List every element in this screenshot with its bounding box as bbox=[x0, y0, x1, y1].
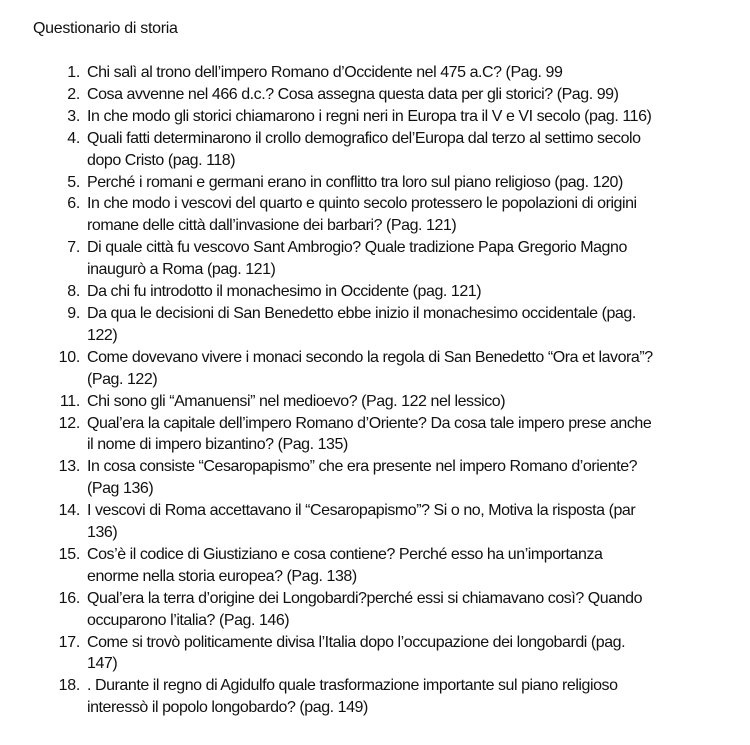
question-text-line: 122) bbox=[87, 326, 118, 344]
question-item bbox=[0, 632, 750, 676]
question-text-line: In che modo i vescovi del quarto e quinto secolo protessero le popolazioni di origini bbox=[87, 195, 637, 213]
question-item bbox=[0, 391, 750, 413]
question-text-line: (Pag 136) bbox=[87, 480, 154, 498]
question-item bbox=[0, 303, 750, 347]
question-item bbox=[0, 544, 750, 588]
question-text-line: (Pag. 122) bbox=[87, 370, 158, 388]
question-number: 8. bbox=[67, 283, 80, 301]
question-item bbox=[0, 675, 750, 719]
question-item bbox=[0, 588, 750, 632]
question-text-line: Qual’era la capitale dell’impero Romano d’Oriente? Da cosa tale impero prese anche bbox=[87, 414, 652, 432]
question-item bbox=[0, 456, 750, 500]
question-number: 2. bbox=[67, 85, 80, 103]
question-item bbox=[0, 281, 750, 303]
question-number: 1. bbox=[67, 64, 80, 81]
question-item bbox=[0, 193, 750, 237]
question-number: 7. bbox=[67, 239, 80, 257]
question-item bbox=[0, 347, 750, 391]
question-text-line: In che modo gli storici chiamarono i regni neri in Europa tra il V e VI secolo (pag. 116) bbox=[87, 107, 652, 125]
question-text-line: Come si trovò politicamente divisa l’Italia dopo l’occupazione dei longobardi (pag. bbox=[87, 633, 626, 651]
question-number: 6. bbox=[67, 195, 80, 213]
question-text-line: enorme nella storia europea? (Pag. 138) bbox=[87, 567, 357, 585]
question-text-line: Cos’è il codice di Giustiziano e cosa contiene? Perché esso ha un’importanza bbox=[87, 545, 603, 563]
question-number: 3. bbox=[67, 107, 80, 125]
question-text-line: Come dovevano vivere i monaci secondo la regola di San Benedetto “Ora et lavora”? bbox=[87, 348, 653, 366]
question-number: 17. bbox=[58, 633, 80, 651]
question-text-line: I vescovi di Roma accettavano il “Cesaropapismo”? Si o no, Motiva la risposta (par bbox=[87, 502, 636, 520]
question-item bbox=[0, 106, 750, 128]
question-item bbox=[0, 84, 750, 106]
question-text-line: occuparono l’italia? (Pag. 146) bbox=[87, 611, 290, 629]
question-item bbox=[0, 237, 750, 281]
question-item bbox=[0, 172, 750, 194]
question-number: 15. bbox=[58, 545, 80, 563]
question-text-line: Chi salì al trono dell’impero Romano d’Occidente nel 475 a.C? (Pag. 99 bbox=[87, 64, 563, 81]
question-text-line: Quali fatti determinarono il crollo demografico del’Europa dal terzo al settimo secolo bbox=[87, 129, 641, 147]
question-text-line: 147) bbox=[87, 655, 118, 673]
question-number: 9. bbox=[67, 304, 80, 322]
question-text-line: Cosa avvenne nel 466 d.c.? Cosa assegna questa data per gli storici? (Pag. 99) bbox=[87, 85, 619, 103]
question-number: 13. bbox=[58, 458, 80, 476]
question-number: 10. bbox=[58, 348, 80, 366]
question-text-line: Di quale città fu vescovo Sant Ambrogio? Quale tradizione Papa Gregorio Magno bbox=[87, 239, 627, 257]
question-text-line: il nome di impero bizantino? (Pag. 135) bbox=[87, 436, 348, 454]
question-text-line: Da qua le decisioni di San Benedetto ebbe inizio il monachesimo occidentale (pag. bbox=[87, 304, 636, 322]
question-text-line: romane delle città dall’invasione dei barbari? (Pag. 121) bbox=[87, 217, 457, 235]
question-number: 11. bbox=[59, 392, 80, 410]
question-text-line: inaugurò a Roma (pag. 121) bbox=[87, 261, 276, 279]
question-number: 18. bbox=[58, 677, 80, 695]
question-item bbox=[0, 62, 750, 84]
question-item bbox=[0, 128, 750, 172]
question-number: 5. bbox=[67, 173, 80, 191]
question-number: 12. bbox=[58, 414, 80, 432]
question-number: 16. bbox=[58, 589, 80, 607]
question-text-line: Da chi fu introdotto il monachesimo in Occidente (pag. 121) bbox=[87, 283, 482, 301]
question-number: 14. bbox=[58, 502, 80, 520]
question-text-line: 136) bbox=[87, 524, 118, 542]
question-text-line: dopo Cristo (pag. 118) bbox=[87, 151, 236, 169]
question-number: 4. bbox=[67, 129, 80, 147]
question-text-line: Perché i romani e germani erano in conflitto tra loro sul piano religioso (pag. 120) bbox=[87, 173, 623, 191]
question-text-line: . Durante il regno di Agidulfo quale trasformazione importante sul piano religioso bbox=[87, 677, 618, 695]
question-text-line: Chi sono gli “Amanuensi” nel medioevo? (Pag. 122 nel lessico) bbox=[87, 392, 506, 410]
question-item bbox=[0, 500, 750, 544]
question-text-line: In cosa consiste “Cesaropapismo” che era presente nel impero Romano d’oriente? bbox=[87, 458, 638, 476]
question-list bbox=[0, 62, 750, 719]
document-title: Questionario di storia bbox=[33, 20, 178, 37]
question-item bbox=[0, 413, 750, 457]
question-text-line: interessò il popolo longobardo? (pag. 149) bbox=[87, 699, 368, 717]
question-text-line: Qual’era la terra d’origine dei Longobardi?perché essi si chiamavano così? Quando bbox=[87, 589, 643, 607]
